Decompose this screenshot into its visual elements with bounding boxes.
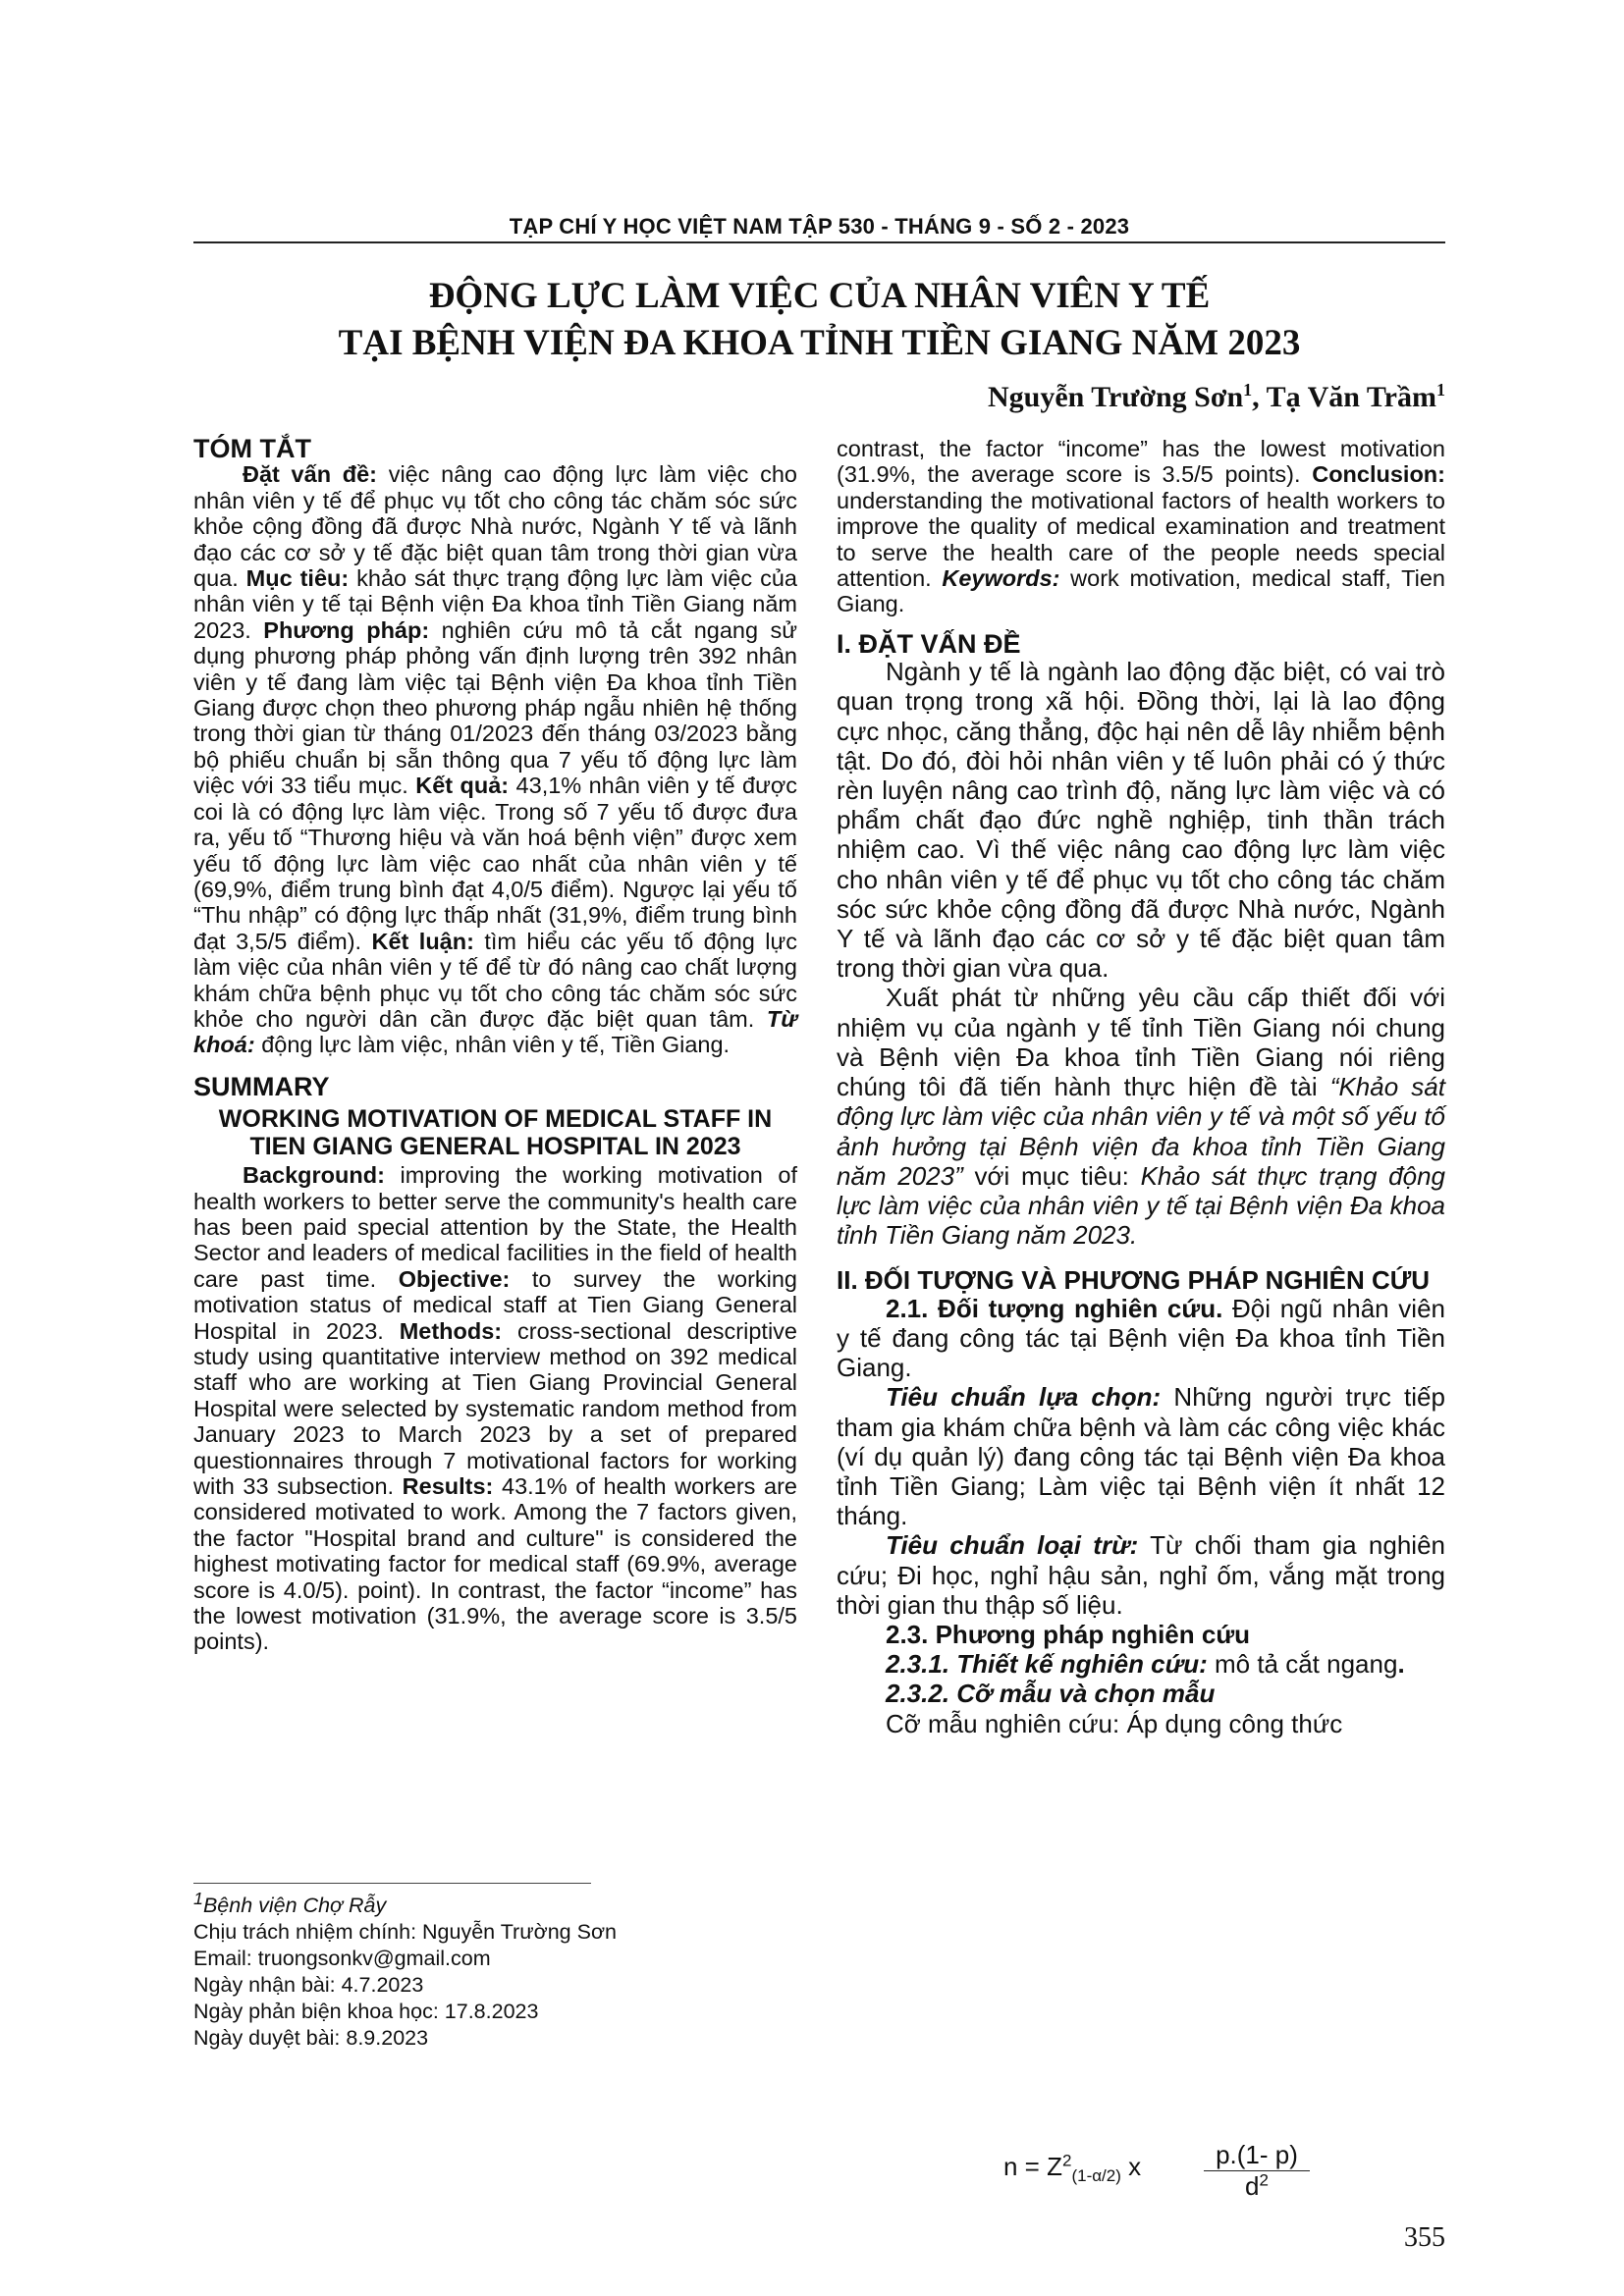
s1-p2-study-title: “Khảo sát động lực làm việc của nhân viên y tế và một số yếu tố ảnh hưởng tại Bệnh viện đa khoa tỉnh Tiền Giang năm 2023”: [837, 1072, 1445, 1191]
s1-p2-goal: Khảo sát thực trạng động lực làm việc của nhân viên y tế tại Bệnh viện Đa khoa tỉnh Tiền Giang năm 2023.: [837, 1160, 1445, 1251]
formula-numerator: p.(1- p): [1204, 2140, 1310, 2171]
footnote-affil-text: Bệnh viện Chợ Rẫy: [202, 1894, 387, 1917]
label-dat-van-de: Đặt vấn đề:: [243, 461, 377, 488]
s231-label: 2.3.1. Thiết kế nghiên cứu:: [886, 1649, 1208, 1680]
label-ket-qua: Kết quả:: [415, 773, 510, 799]
footnote-affiliation: [193, 1888, 797, 1919]
section-2-3-1: [837, 1649, 1445, 1679]
formula-fraction: [1204, 2140, 1310, 2201]
s231-text: mô tả cắt ngang: [1207, 1649, 1398, 1680]
author-1: Nguyễn Trường Sơn: [987, 381, 1244, 413]
footnotes: [193, 1888, 797, 2052]
footnote-reviewed: Ngày phản biện khoa học: 17.8.2023: [193, 2000, 539, 2023]
formula-sup: 2: [1061, 2151, 1072, 2170]
right-column: [837, 436, 1445, 1738]
page-number: 355: [1404, 2222, 1445, 2253]
sample-size-text: Cỡ mẫu nghiên cứu: Áp dụng công thức: [886, 1708, 1343, 1738]
label-ket-luan: Kết luận:: [371, 928, 474, 954]
inclusion-text: Những người trực tiếp tham gia khám chữa bệnh và làm các công việc khác (ví dụ quản lý) đang công tác tại Bệnh viện Đa khoa tỉnh Tiền Giang; Làm việc tại Bệnh viện ít nhất 12 tháng.: [837, 1382, 1445, 1531]
s21-text: Đội ngũ nhân viên y tế đang công tác tại Bệnh viện Đa khoa tỉnh Tiền Giang.: [837, 1293, 1445, 1383]
exclusion-text: Từ chối tham gia nghiên cứu; Đi học, nghỉ hậu sản, nghỉ ốm, vắng mặt trong thời gian thu thập số liệu.: [837, 1530, 1445, 1620]
article-title: [193, 273, 1445, 367]
section-2-3-2-heading: 2.3.2. Cỡ mẫu và chọn mẫu: [886, 1679, 1216, 1709]
footnote-affil-mark: 1: [193, 1888, 203, 1908]
author-2: Tạ Văn Trầm: [1266, 381, 1436, 413]
text-background: improving the working motivation of health workers to better serve the community's health care has been paid special attention by the State, the Health Sector and leaders of medical facilities in the field of health care past time.: [193, 1162, 797, 1292]
summary-heading: SUMMARY: [193, 1071, 330, 1101]
footnote-email: Email: truongsonkv@gmail.com: [193, 1947, 491, 1970]
text-dat-van-de: việc nâng cao động lực làm việc cho nhân viên y tế để phục vụ tốt cho công tác chăm sóc sức khỏe cộng đồng đã được Nhà nước, Ngành Y tế và lãnh đạo các cơ sở y tế đặc biệt quan tâm trong thời gian vừa qua.: [193, 461, 798, 592]
section-2-3-heading: 2.3. Phương pháp nghiên cứu: [886, 1619, 1251, 1649]
label-background: Background:: [243, 1162, 385, 1189]
text-muc-tieu: khảo sát thực trạng động lực làm việc của nhân viên y tế tại Bệnh viện Đa khoa tỉnh Tiền Giang năm 2023.: [193, 565, 797, 643]
author-2-affil: 1: [1436, 380, 1445, 400]
section-2-1: [837, 1294, 1445, 1383]
footnote-responsible: Chịu trách nhiệm chính: Nguyễn Trường Sơn: [193, 1920, 617, 1944]
formula-sub: (1-α/2): [1071, 2166, 1121, 2186]
label-keywords: Keywords:: [942, 565, 1060, 592]
text-methods: cross-sectional descriptive study using quantitative interview method on 392 medical staff who are working at Tien Giang Provincial General Hospital were selected by systematic random method from January 2023 to March 2023 by a set of prepared questionnaires through 7 motivational factors for working with 33 subsection.: [193, 1317, 797, 1500]
text-results: 43.1% of health workers are considered motivated to work. Among the 7 factors given, the factor "Hospital brand and culture" is considered the highest motivating factor for medical staff (69.9%, average score is 4.0/5). point). In contrast, the factor “income” has the lowest motivation (31.9%, the average score is 3.5/5 points).: [193, 1473, 797, 1655]
formula-den-sup: 2: [1259, 2170, 1269, 2190]
formula-denominator: [1204, 2171, 1310, 2201]
title-line-2: TẠI BỆNH VIỆN ĐA KHOA TỈNH TIỀN GIANG NĂM 2023: [338, 323, 1301, 363]
label-results: Results:: [402, 1473, 494, 1500]
text-conclusion: understanding the motivational factors of health workers to improve the quality of medical examination and treatment to serve the health care of the people needs special attention.: [837, 487, 1445, 592]
summary-body-continued: [837, 436, 1445, 617]
s1-p2-text: Xuất phát từ những yêu cầu cấp thiết đối với nhiệm vụ của ngành y tế tỉnh Tiền Giang nói chung và Bệnh viện Đa khoa tỉnh Tiền Giang nói riêng chúng tôi đã tiến hành thực hiện đề tài: [837, 983, 1445, 1102]
text-tu-khoa: động lực làm việc, nhân viên y tế, Tiền Giang.: [254, 1032, 731, 1058]
author-separator: ,: [1252, 381, 1267, 413]
section-1-paragraph-2: [837, 983, 1445, 1250]
author-1-affil: 1: [1243, 380, 1253, 400]
label-conclusion: Conclusion:: [1312, 461, 1445, 488]
author-line: [988, 381, 1445, 414]
text-ket-qua: 43,1% nhân viên y tế được coi là có động lực làm việc. Trong số 7 yếu tố được đưa ra, yếu tố “Thương hiệu và văn hoá bệnh viện” được xem yếu tố động lực làm việc cao nhất của nhân viên y tế (69,9%, điểm trung bình đạt 4,0/5 điểm). Ngược lại yếu tố “Thu nhập” có động lực thấp nhất (31,9%, điểm trung bình đạt 3,5/5 điểm).: [193, 773, 797, 954]
formula-times: x: [1120, 2152, 1142, 2181]
label-tu-khoa: Từ khoá:: [193, 1005, 797, 1058]
text-objective: to survey the working motivation status of medical staff at Tien Giang General Hospital in 2023.: [193, 1265, 797, 1344]
text-keywords: work motivation, medical staff, Tien Giang.: [837, 565, 1445, 617]
summary-title: WORKING MOTIVATION OF MEDICAL STAFF IN TIEN GIANG GENERAL HOSPITAL IN 2023: [218, 1105, 773, 1161]
vn-abstract-heading: TÓM TẮT: [193, 434, 311, 463]
label-objective: Objective:: [398, 1265, 511, 1292]
footnote-received: Ngày nhận bài: 4.7.2023: [193, 1973, 424, 1997]
journal-header: TẠP CHÍ Y HỌC VIỆT NAM TẬP 530 - THÁNG 9 - SỐ 2 - 2023: [509, 214, 1130, 239]
label-methods: Methods:: [399, 1317, 503, 1344]
text-ket-luan: tìm hiểu các yếu tố động lực làm việc của nhân viên y tế để từ đó nâng cao chất lượng khám chữa bệnh phục vụ tốt cho công tác chăm sóc sức khỏe cho người dân cần được đặc biệt quan tâm.: [193, 928, 797, 1032]
formula-lhs: n = Z: [1003, 2152, 1062, 2181]
summary-body: [193, 1162, 797, 1655]
text-results-continued: contrast, the factor “income” has the lowest motivation (31.9%, the average score is 3.5/5 points).: [837, 436, 1445, 488]
section-1-heading: I. ĐẶT VẤN ĐỀ: [837, 628, 1021, 659]
section-2-heading: II. ĐỐI TƯỢNG VÀ PHƯƠNG PHÁP NGHIÊN CỨU: [837, 1265, 1431, 1296]
text-phuong-phap: nghiên cứu mô tả cắt ngang sử dụng phương pháp phỏng vấn định lượng trên 392 nhân viên y tế đang làm việc tại Bệnh viện Đa khoa tỉnh Tiền Giang được chọn theo phương pháp ngẫu nhiên hệ thống trong thời gian từ tháng 01/2023 đến tháng 03/2023 bằng bộ phiếu chuẩn bị sẵn thông qua 7 yếu tố động lực làm việc với 33 tiểu mục.: [193, 616, 797, 799]
inclusion-criteria: [837, 1382, 1445, 1530]
inclusion-label: Tiêu chuẩn lựa chọn:: [886, 1382, 1162, 1413]
footnote-accepted: Ngày duyệt bài: 8.9.2023: [193, 2026, 429, 2050]
exclusion-label: Tiêu chuẩn loại trừ:: [886, 1530, 1139, 1561]
vn-abstract-body: [193, 461, 797, 1057]
formula-den: d: [1245, 2171, 1260, 2201]
exclusion-criteria: [837, 1530, 1445, 1620]
label-phuong-phap: Phương pháp:: [263, 616, 430, 643]
s1-p2-mid: với mục tiêu:: [962, 1160, 1141, 1191]
left-column: [193, 436, 797, 1655]
title-line-1: ĐỘNG LỰC LÀM VIỆC CỦA NHÂN VIÊN Y TẾ: [428, 276, 1211, 316]
footnote-rule: [193, 1883, 591, 1884]
s231-dot: .: [1397, 1649, 1405, 1680]
label-muc-tieu: Mục tiêu:: [245, 565, 350, 592]
s21-label: 2.1. Đối tượng nghiên cứu.: [886, 1293, 1223, 1323]
section-1-paragraph-1: Ngành y tế là ngành lao động đặc biệt, có vai trò quan trọng trong xã hội. Đồng thời, lại là lao động cực nhọc, căng thẳng, độc hại nên dễ lây nhiễm bệnh tật. Do đó, đòi hỏi nhân viên y tế luôn phải có ý thức rèn luyện nâng cao trình độ, năng lực làm việc và có phẩm chất đạo đức nghề nghiệp, tinh thần trách nhiệm cao. Vì thế việc nâng cao động lực làm việc cho nhân viên y tế để phục vụ tốt cho công tác chăm sóc sức khỏe cộng đồng đã được Nhà nước, Ngành Y tế và lãnh đạo các cơ sở y tế đặc biệt quan tâm trong thời gian vừa qua.: [837, 657, 1445, 984]
header-rule: [193, 241, 1445, 243]
sample-size-formula: [1003, 2151, 1142, 2186]
